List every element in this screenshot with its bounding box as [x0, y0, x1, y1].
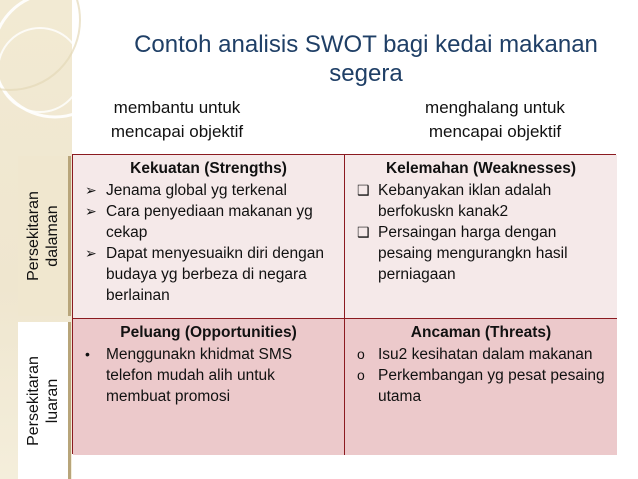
list-item-text: Menggunakn khidmat SMS telefon mudah alih untuk membuat promosi [106, 346, 293, 405]
checkbox-bullet-icon: ❑ [357, 224, 370, 240]
row-label-external-text: Persekitaran luaran [25, 355, 62, 446]
strengths-title: Kekuatan (Strengths) [130, 160, 287, 177]
list-item-text: Dapat menyesuaikn diri dengan budaya yg berbeza di negara berlainan [106, 245, 324, 304]
arrow-bullet-icon: ➢ [85, 203, 97, 219]
column-header-helpful: membantu untuk mencapai objektif [110, 98, 244, 141]
threats-list [353, 344, 609, 407]
opportunities-cell [73, 319, 345, 455]
page-title: Contoh analisis SWOT bagi kedai makanan segera [134, 31, 598, 87]
list-item [353, 365, 609, 407]
dot-bullet-icon: • [85, 346, 90, 362]
threats-cell [345, 319, 617, 455]
list-item [81, 201, 336, 243]
weaknesses-cell [345, 155, 617, 319]
weaknesses-title: Kelemahan (Weaknesses) [385, 160, 577, 177]
row-label-internal [18, 156, 71, 316]
threats-title: Ancaman (Threats) [410, 324, 552, 341]
list-item-text: Perkembangan yg pesat pesaing utama [378, 367, 605, 405]
list-item-text: Persaingan harga dengan pesaing mengurangkn hasil perniagaan [378, 224, 568, 283]
arrow-bullet-icon: ➢ [85, 182, 97, 198]
checkbox-bullet-icon: ❑ [357, 182, 370, 198]
list-item [81, 180, 336, 201]
list-item-text: Jenama global yg terkenal [106, 182, 287, 199]
arrow-bullet-icon: ➢ [85, 245, 97, 261]
column-header-harmful: menghalang untuk mencapai objektif [425, 98, 565, 141]
opportunities-title: Peluang (Opportunities) [120, 324, 297, 341]
list-item [81, 344, 336, 407]
list-item-text: Cara penyediaan makanan yg cekap [106, 203, 313, 241]
list-item-text: Kebanyakan iklan adalah berfokuskn kanak2 [378, 182, 552, 220]
weaknesses-list [353, 180, 609, 285]
list-item-text: Isu2 kesihatan dalam makanan [378, 346, 593, 363]
circle-bullet-icon: o [357, 346, 365, 362]
strengths-list [81, 180, 336, 306]
circle-bullet-icon: o [357, 367, 365, 383]
list-item [353, 180, 609, 222]
list-item [81, 243, 336, 306]
list-item [353, 344, 609, 365]
row-label-internal-text: Persekitaran dalaman [25, 191, 62, 281]
swot-matrix [72, 154, 616, 454]
list-item [353, 222, 609, 285]
strengths-cell [73, 155, 345, 319]
opportunities-list [81, 344, 336, 407]
row-label-external [18, 322, 71, 479]
